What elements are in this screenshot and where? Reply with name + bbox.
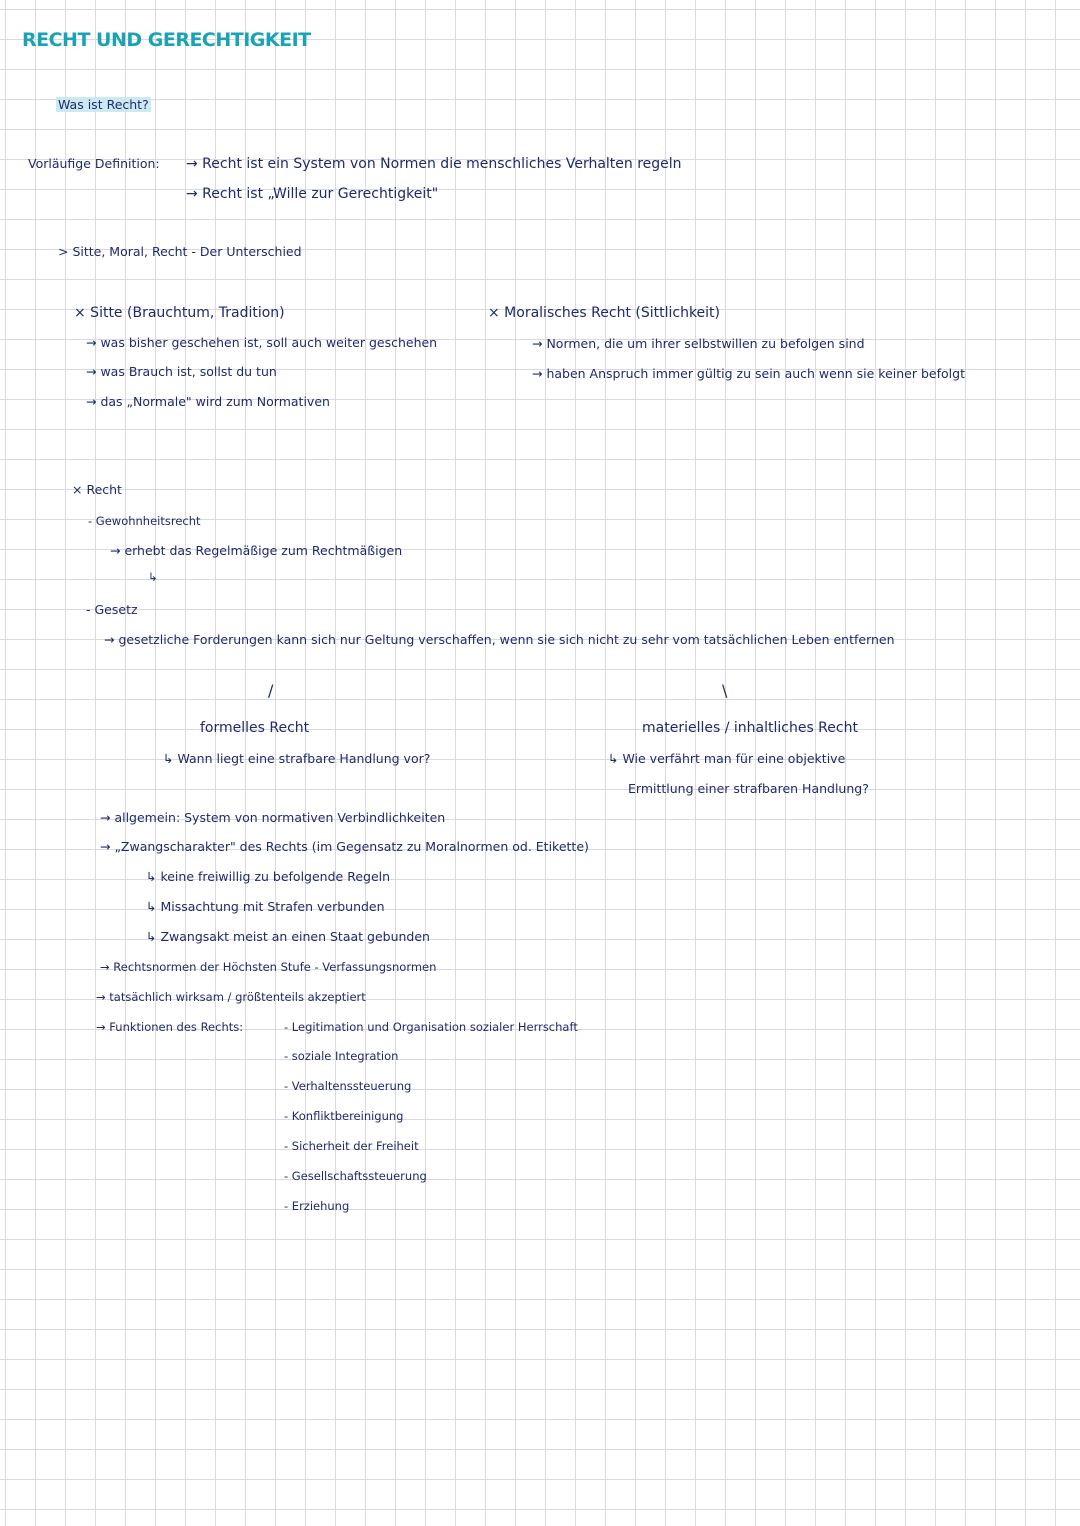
gewohnheitsrecht-sub-arrow: ↳	[148, 570, 158, 584]
materiell-heading: materielles / inhaltliches Recht	[642, 720, 858, 736]
definition-line-2: → Recht ist „Wille zur Gerechtigkeit"	[186, 186, 439, 202]
funktion-item: - soziale Integration	[284, 1049, 399, 1063]
branch-right: \	[722, 681, 728, 700]
moral-item: → Normen, die um ihrer selbstwillen zu befolgen sind	[532, 336, 865, 351]
materiell-question-line-1: ↳ Wie verfährt man für eine objektive	[608, 751, 846, 766]
funktion-item: - Legitimation und Organisation sozialer Herrschaft	[284, 1020, 578, 1034]
sitte-item: → was bisher geschehen ist, soll auch weiter geschehen	[86, 335, 438, 350]
property-hoechste-stufe: → Rechtsnormen der Höchsten Stufe - Verfassungsnormen	[100, 960, 437, 974]
branch-left: /	[268, 681, 274, 700]
definition-line-1: → Recht ist ein System von Normen die menschliches Verhalten regeln	[186, 156, 682, 172]
page-title: RECHT UND GERECHTIGKEIT	[22, 29, 311, 51]
property-wirksam: → tatsächlich wirksam / größtenteils akzeptiert	[96, 990, 366, 1004]
gesetz-label: - Gesetz	[86, 602, 138, 617]
materiell-question-line-2: Ermittlung einer strafbaren Handlung?	[628, 781, 869, 796]
funktion-item: - Verhaltenssteuerung	[284, 1079, 412, 1093]
definition-label: Vorläufige Definition:	[28, 156, 160, 171]
moral-item: → haben Anspruch immer gültig zu sein auch wenn sie keiner befolgt	[532, 366, 965, 381]
question-heading	[56, 96, 151, 114]
funktionen-label: → Funktionen des Rechts:	[96, 1020, 244, 1034]
sitte-item: → das „Normale" wird zum Normativen	[86, 394, 330, 409]
sitte-item: → was Brauch ist, sollst du tun	[86, 364, 277, 379]
gesetz-item: → gesetzliche Forderungen kann sich nur Geltung verschaffen, wenn sie sich nicht zu sehr vom tatsächlichen Leben entfernen	[104, 632, 895, 647]
formell-heading: formelles Recht	[200, 720, 310, 736]
sitte-heading: × Sitte (Brauchtum, Tradition)	[74, 305, 285, 321]
recht-heading: × Recht	[72, 482, 122, 497]
property-allgemein: → allgemein: System von normativen Verbindlichkeiten	[100, 810, 446, 825]
formell-question: ↳ Wann liegt eine strafbare Handlung vor?	[163, 751, 431, 766]
zwang-item: ↳ Missachtung mit Strafen verbunden	[146, 899, 385, 914]
difference-heading: > Sitte, Moral, Recht - Der Unterschied	[58, 244, 302, 259]
funktion-item: - Konfliktbereinigung	[284, 1109, 404, 1123]
zwang-item: ↳ Zwangsakt meist an einen Staat gebunden	[146, 929, 430, 944]
zwang-item: ↳ keine freiwillig zu befolgende Regeln	[146, 869, 391, 884]
question-highlight: Was ist Recht?	[58, 97, 149, 112]
gewohnheitsrecht-item: → erhebt das Regelmäßige zum Rechtmäßigen	[110, 543, 403, 558]
funktion-item: - Sicherheit der Freiheit	[284, 1139, 419, 1153]
moral-heading: × Moralisches Recht (Sittlichkeit)	[488, 305, 721, 321]
property-zwang: → „Zwangscharakter" des Rechts (im Gegensatz zu Moralnormen od. Etikette)	[100, 839, 589, 854]
funktion-item: - Gesellschaftssteuerung	[284, 1169, 427, 1183]
funktion-item: - Erziehung	[284, 1199, 350, 1213]
gewohnheitsrecht-label: - Gewohnheitsrecht	[88, 514, 201, 528]
